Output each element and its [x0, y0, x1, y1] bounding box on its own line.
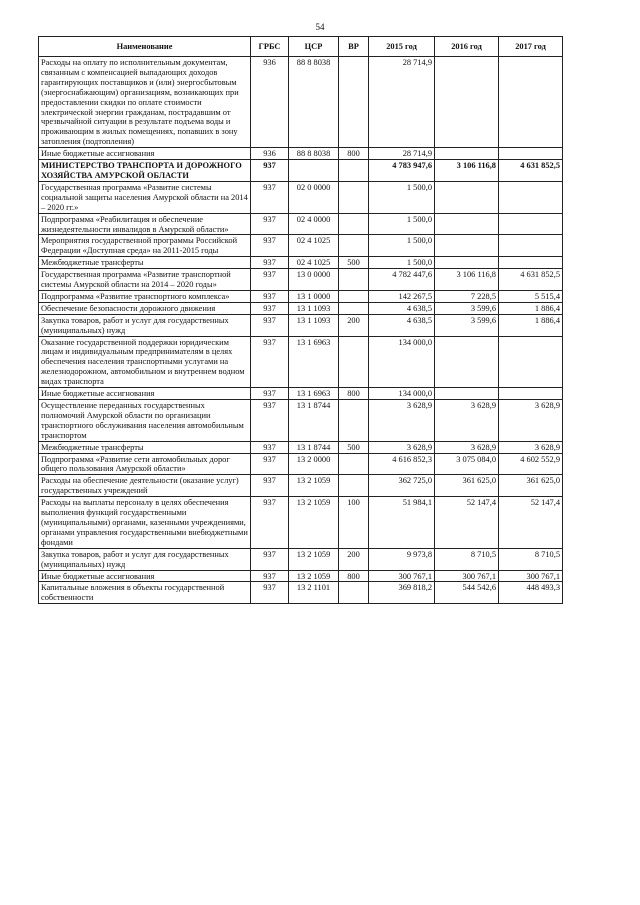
table-row: [39, 148, 563, 160]
cell-name: Капитальные вложения в объекты государственной собственности: [39, 582, 251, 604]
cell-2017: 8 710,5: [499, 548, 563, 570]
cell-name: Государственная программа «Развитие системы социальной защиты населения Амурской области на 2014 – 2020 гг.»: [39, 181, 251, 213]
cell-grbs: 937: [251, 290, 289, 302]
cell-2015: 142 267,5: [369, 290, 435, 302]
cell-grbs: 937: [251, 235, 289, 257]
cell-2017: [499, 336, 563, 388]
cell-grbs: 937: [251, 314, 289, 336]
cell-2017: [499, 235, 563, 257]
cell-2015: 4 782 447,6: [369, 269, 435, 291]
cell-2017: 1 886,4: [499, 302, 563, 314]
cell-name: Иные бюджетные ассигнования: [39, 570, 251, 582]
cell-name: Осуществление переданных государственных полномочий Амурской области по организации транспортного обслуживания населения автомобильным транспортом: [39, 400, 251, 442]
cell-grbs: 937: [251, 441, 289, 453]
cell-csr: 13 1 8744: [289, 400, 339, 442]
cell-2015: 3 628,9: [369, 441, 435, 453]
table-row: [39, 582, 563, 604]
cell-vr: 800: [339, 570, 369, 582]
cell-2015: 4 616 852,3: [369, 453, 435, 475]
cell-2016: 52 147,4: [435, 497, 499, 549]
header-2017: 2017 год: [499, 37, 563, 57]
cell-grbs: 937: [251, 582, 289, 604]
table-row: [39, 548, 563, 570]
cell-grbs: 937: [251, 213, 289, 235]
cell-2017: 52 147,4: [499, 497, 563, 549]
cell-csr: 13 1 1093: [289, 314, 339, 336]
cell-2017: 4 631 852,5: [499, 160, 563, 182]
cell-vr: 800: [339, 148, 369, 160]
cell-2015: 1 500,0: [369, 213, 435, 235]
cell-grbs: 937: [251, 257, 289, 269]
cell-csr: 02 4 0000: [289, 213, 339, 235]
cell-vr: [339, 213, 369, 235]
cell-name: Подпрограмма «Развитие транспортного комплекса»: [39, 290, 251, 302]
cell-vr: [339, 336, 369, 388]
cell-2017: 1 886,4: [499, 314, 563, 336]
cell-vr: [339, 453, 369, 475]
cell-grbs: 937: [251, 302, 289, 314]
cell-csr: 13 1 6963: [289, 388, 339, 400]
cell-2015: 4 638,5: [369, 302, 435, 314]
header-2016: 2016 год: [435, 37, 499, 57]
cell-grbs: 937: [251, 453, 289, 475]
cell-csr: 13 0 0000: [289, 269, 339, 291]
cell-name: Подпрограмма «Реабилитация и обеспечение жизнедеятельности инвалидов в Амурской области»: [39, 213, 251, 235]
cell-vr: [339, 269, 369, 291]
header-name: Наименование: [39, 37, 251, 57]
cell-name: Иные бюджетные ассигнования: [39, 148, 251, 160]
cell-grbs: 937: [251, 388, 289, 400]
cell-2016: [435, 235, 499, 257]
cell-vr: 200: [339, 314, 369, 336]
cell-vr: [339, 290, 369, 302]
cell-2015: 3 628,9: [369, 400, 435, 442]
cell-name: Расходы на выплаты персоналу в целях обеспечения выполнения функций государственными (муниципальными) органами, казенными учреждениями, органами управления государственными внебюджетными фондами: [39, 497, 251, 549]
cell-2016: [435, 57, 499, 148]
cell-2016: 3 628,9: [435, 400, 499, 442]
cell-csr: 13 2 0000: [289, 453, 339, 475]
cell-csr: 13 1 8744: [289, 441, 339, 453]
table-row: [39, 235, 563, 257]
table-row: [39, 441, 563, 453]
cell-name: Мероприятия государственной программы Российской Федерации «Доступная среда» на 2011-2015 годы: [39, 235, 251, 257]
table-row: [39, 497, 563, 549]
table-row: [39, 336, 563, 388]
cell-grbs: 937: [251, 475, 289, 497]
table-row: [39, 257, 563, 269]
cell-vr: 500: [339, 257, 369, 269]
table-row: [39, 290, 563, 302]
cell-vr: [339, 160, 369, 182]
cell-name: МИНИСТЕРСТВО ТРАНСПОРТА И ДОРОЖНОГО ХОЗЯЙСТВА АМУРСКОЙ ОБЛАСТИ: [39, 160, 251, 182]
cell-2017: [499, 257, 563, 269]
cell-2016: 8 710,5: [435, 548, 499, 570]
table-row: [39, 57, 563, 148]
cell-name: Иные бюджетные ассигнования: [39, 388, 251, 400]
cell-2016: [435, 181, 499, 213]
cell-vr: [339, 235, 369, 257]
header-2015: 2015 год: [369, 37, 435, 57]
header-grbs: ГРБС: [251, 37, 289, 57]
cell-name: Расходы на обеспечение деятельности (оказание услуг) государственных учреждений: [39, 475, 251, 497]
cell-2015: 134 000,0: [369, 336, 435, 388]
cell-2015: 1 500,0: [369, 181, 435, 213]
cell-csr: 13 1 1093: [289, 302, 339, 314]
cell-2015: 28 714,9: [369, 57, 435, 148]
table-row: [39, 181, 563, 213]
cell-2017: [499, 57, 563, 148]
cell-grbs: 937: [251, 269, 289, 291]
cell-2015: 300 767,1: [369, 570, 435, 582]
table-row: [39, 400, 563, 442]
cell-2015: 9 973,8: [369, 548, 435, 570]
cell-2016: [435, 257, 499, 269]
cell-csr: 13 2 1059: [289, 548, 339, 570]
table-row: [39, 388, 563, 400]
cell-2015: 51 984,1: [369, 497, 435, 549]
cell-csr: 13 1 0000: [289, 290, 339, 302]
cell-csr: 88 8 8038: [289, 148, 339, 160]
cell-csr: 02 0 0000: [289, 181, 339, 213]
cell-2016: 3 075 084,0: [435, 453, 499, 475]
cell-2017: [499, 213, 563, 235]
cell-2016: 3 599,6: [435, 302, 499, 314]
cell-vr: 500: [339, 441, 369, 453]
cell-2017: 3 628,9: [499, 441, 563, 453]
cell-2015: 362 725,0: [369, 475, 435, 497]
header-csr: ЦСР: [289, 37, 339, 57]
cell-2016: [435, 388, 499, 400]
cell-vr: 200: [339, 548, 369, 570]
cell-vr: [339, 400, 369, 442]
table-row: [39, 213, 563, 235]
cell-2015: 369 818,2: [369, 582, 435, 604]
cell-grbs: 937: [251, 497, 289, 549]
cell-2016: [435, 148, 499, 160]
table-row: [39, 453, 563, 475]
table-row: [39, 570, 563, 582]
cell-2015: 4 783 947,6: [369, 160, 435, 182]
cell-csr: 13 2 1101: [289, 582, 339, 604]
cell-grbs: 937: [251, 336, 289, 388]
cell-csr: 13 2 1059: [289, 497, 339, 549]
cell-2016: 3 599,6: [435, 314, 499, 336]
cell-2015: 28 714,9: [369, 148, 435, 160]
cell-2017: 4 602 552,9: [499, 453, 563, 475]
table-header-row: [39, 37, 563, 57]
cell-2017: 361 625,0: [499, 475, 563, 497]
cell-csr: 13 2 1059: [289, 475, 339, 497]
cell-2017: [499, 388, 563, 400]
cell-grbs: 936: [251, 148, 289, 160]
table-row: [39, 302, 563, 314]
cell-2016: [435, 336, 499, 388]
cell-name: Закупка товаров, работ и услуг для государственных (муниципальных) нужд: [39, 548, 251, 570]
cell-csr: 13 2 1059: [289, 570, 339, 582]
cell-vr: [339, 475, 369, 497]
cell-csr: 88 8 8038: [289, 57, 339, 148]
cell-2017: 300 767,1: [499, 570, 563, 582]
cell-2016: 3 106 116,8: [435, 160, 499, 182]
cell-grbs: 937: [251, 181, 289, 213]
cell-name: Оказание государственной поддержки юридическим лицам и индивидуальным предпринимателям в целях обеспечения населения транспортными услугами на железнодорожном, автомобильном и внутреннем водном видах транспорта: [39, 336, 251, 388]
cell-csr: 02 4 1025: [289, 235, 339, 257]
cell-grbs: 936: [251, 57, 289, 148]
cell-grbs: 937: [251, 570, 289, 582]
cell-vr: [339, 181, 369, 213]
table-body: [39, 57, 563, 604]
cell-name: Расходы на оплату по исполнительным документам, связанным с компенсацией выпадающих доходов гарантирующих поставщиков и (или) энергосбытовым (энергоснабжающим) организациям, возникающих при предоставлении скидки по оплате стоимости электрической энергии гражданам, пострадавшим от чрезвычайной ситуации в результате подъема воды и проживающим в жилых помещениях, попавших в зону затопления (подтопления): [39, 57, 251, 148]
table-row: [39, 475, 563, 497]
cell-grbs: 937: [251, 160, 289, 182]
table-row: [39, 160, 563, 182]
cell-csr: 13 1 6963: [289, 336, 339, 388]
cell-csr: 02 4 1025: [289, 257, 339, 269]
cell-2017: 5 515,4: [499, 290, 563, 302]
budget-table: [38, 36, 563, 604]
page-number: 54: [315, 22, 325, 32]
cell-name: Межбюджетные трансферты: [39, 441, 251, 453]
cell-2016: 300 767,1: [435, 570, 499, 582]
table-row: [39, 314, 563, 336]
cell-name: Межбюджетные трансферты: [39, 257, 251, 269]
cell-2017: 448 493,3: [499, 582, 563, 604]
cell-2016: [435, 213, 499, 235]
cell-2016: 7 228,5: [435, 290, 499, 302]
cell-vr: [339, 302, 369, 314]
cell-2015: 134 000,0: [369, 388, 435, 400]
cell-name: Обеспечение безопасности дорожного движения: [39, 302, 251, 314]
cell-2016: 544 542,6: [435, 582, 499, 604]
cell-name: Закупка товаров, работ и услуг для государственных (муниципальных) нужд: [39, 314, 251, 336]
cell-name: Подпрограмма «Развитие сети автомобильных дорог общего пользования Амурской области»: [39, 453, 251, 475]
cell-name: Государственная программа «Развитие транспортной системы Амурской области на 2014 – 2020 годы»: [39, 269, 251, 291]
cell-vr: [339, 582, 369, 604]
cell-2017: 4 631 852,5: [499, 269, 563, 291]
cell-grbs: 937: [251, 400, 289, 442]
cell-2016: 3 106 116,8: [435, 269, 499, 291]
cell-csr: [289, 160, 339, 182]
cell-2017: 3 628,9: [499, 400, 563, 442]
cell-2017: [499, 148, 563, 160]
cell-2016: 3 628,9: [435, 441, 499, 453]
cell-vr: 100: [339, 497, 369, 549]
cell-2017: [499, 181, 563, 213]
header-vr: ВР: [339, 37, 369, 57]
cell-grbs: 937: [251, 548, 289, 570]
table-row: [39, 269, 563, 291]
cell-2015: 1 500,0: [369, 257, 435, 269]
cell-2015: 4 638,5: [369, 314, 435, 336]
cell-vr: [339, 57, 369, 148]
cell-2015: 1 500,0: [369, 235, 435, 257]
cell-2016: 361 625,0: [435, 475, 499, 497]
cell-vr: 800: [339, 388, 369, 400]
